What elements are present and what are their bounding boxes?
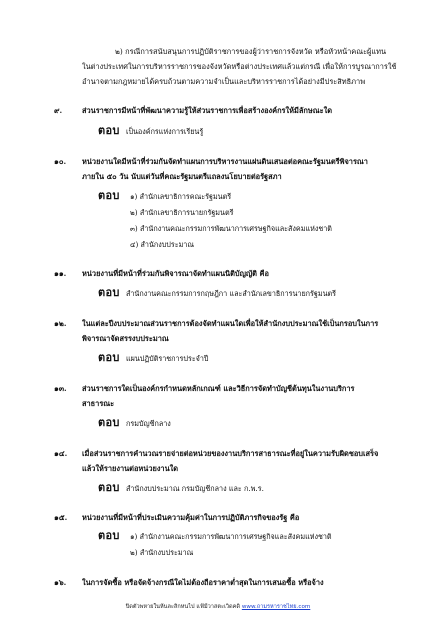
answer-text: กรมบัญชีกลาง [126, 419, 171, 428]
answer-text: ๑) สำนักงานคณะกรรมการพัฒนาการเศรษฐกิจและสังคมแห่งชาติ [130, 532, 332, 541]
question-text: หน่วยงานที่มีหน้าที่ประเมินความคุ้มค่าในการปฏิบัติภารกิจของรัฐ คือ [82, 513, 300, 522]
question-number: ๑๐. [54, 157, 67, 166]
question-number: ๑๖. [54, 578, 67, 587]
question-text: หน่วยงานที่มีหน้าที่ร่วมกันพิจารณาจัดทำแผนนิติบัญญัติ คือ [82, 269, 269, 278]
answer-text: ๔) สำนักงบประมาณ [130, 240, 195, 249]
answer-text: สำนักงานคณะกรรมการกฤษฎีกา และสำนักเลขาธิการนายกรัฐมนตรี [126, 289, 337, 298]
question-text: ในการจัดซื้อ หรือจัดจ้างกรณีใดไม่ต้องถือราคาต่ำสุดในการเสนอซื้อ หรือจ้าง [82, 578, 324, 587]
intro-line-3: อำนาจตามกฎหมายได้ครบถ้วนตามความจำเป็นและบริหารราชการได้อย่างมีประสิทธิภาพ [82, 77, 366, 86]
answer-text: ๒) สำนักงบประมาณ [130, 548, 194, 557]
footer-link[interactable]: www.ถามรหาราชไทย.com [241, 604, 311, 610]
answer-label: ตอบ [98, 416, 120, 429]
question-number: ๙. [54, 106, 63, 115]
question-text: พิจารณาจัดสรรงบประมาณ [82, 334, 169, 343]
question-number: ๑๔. [54, 449, 68, 458]
answer-label: ตอบ [98, 481, 120, 494]
answer-text: ๓) สำนักงานคณะกรรมการพัฒนาการเศรษฐกิจและสังคมแห่งชาติ [130, 224, 332, 233]
question-text: ในแต่ละปีงบประมาณส่วนราชการต้องจัดทำแผนใดเพื่อให้สำนักงบประมาณใช้เป็นกรอบในการ [82, 319, 379, 328]
question-text: ส่วนราชการใดเป็นองค์กรกำหนดหลักเกณฑ์ และวิธีการจัดทำบัญชีต้นทุนในงานบริการ [82, 384, 355, 393]
question-number: ๑๓. [54, 384, 67, 393]
question-text: ส่วนราชการมีหน้าที่พัฒนาความรู้ให้ส่วนราชการเพื่อสร้างองค์กรให้มีลักษณะใด [82, 106, 332, 115]
question-text: เมื่อส่วนราชการคำนวณรายจ่ายต่อหน่วยของงานบริการสาธารณะที่อยู่ในความรับผิดชอบเสร็จ [82, 449, 379, 458]
page-footer [0, 604, 436, 611]
answer-label: ตอบ [98, 189, 120, 202]
answer-label: ตอบ [98, 351, 120, 364]
question-text: แล้วให้รายงานต่อหน่วยงานใด [82, 464, 179, 473]
answer-label: ตอบ [98, 124, 120, 137]
question-text: สาธารณะ [82, 399, 115, 408]
answer-text: เป็นองค์กรแห่งการเรียนรู้ [126, 127, 204, 136]
question-text: ภายใน ๕๐ วัน นับแต่วันที่คณะรัฐมนตรีแถลงนโยบายต่อรัฐสภา [82, 172, 282, 181]
answer-text: สำนักงบประมาณ กรมบัญชีกลาง และ ก.พ.ร. [126, 484, 264, 493]
answer-text: ๒) สำนักเลขาธิการนายกรัฐมนตรี [130, 208, 234, 217]
question-number: ๑๒. [54, 319, 67, 328]
question-number: ๑๕. [54, 513, 68, 522]
footer-text: ปิดตัวพหายในห้นละสิกหนไป แฟ้มีวาสตะเวิดคดิ [125, 604, 241, 610]
intro-line-1: ๒) กรณีการสนับสนุนการปฏิบัติราชการของผู้ว่าราชการจังหวัด หรือหัวหน้าคณะผู้แทน [115, 47, 387, 56]
intro-line-2: ในต่างประเทศในการบริหารราชการของจังหวัดหรือต่างประเทศแล้วแต่กรณี เพื่อให้การบูรณาการใช้ [82, 62, 397, 71]
answer-label: ตอบ [98, 529, 120, 542]
question-number: ๑๑. [54, 269, 67, 278]
answer-text: ๑) สำนักเลขาธิการคณะรัฐมนตรี [130, 192, 232, 201]
answer-label: ตอบ [98, 286, 120, 299]
question-text: หน่วยงานใดมีหน้าที่ร่วมกันจัดทำแผนการบริหารงานแผ่นดินเสนอต่อคณะรัฐมนตรีพิจารณา [82, 157, 368, 166]
answer-text: แผนปฏิบัติราชการประจำปี [126, 354, 209, 363]
